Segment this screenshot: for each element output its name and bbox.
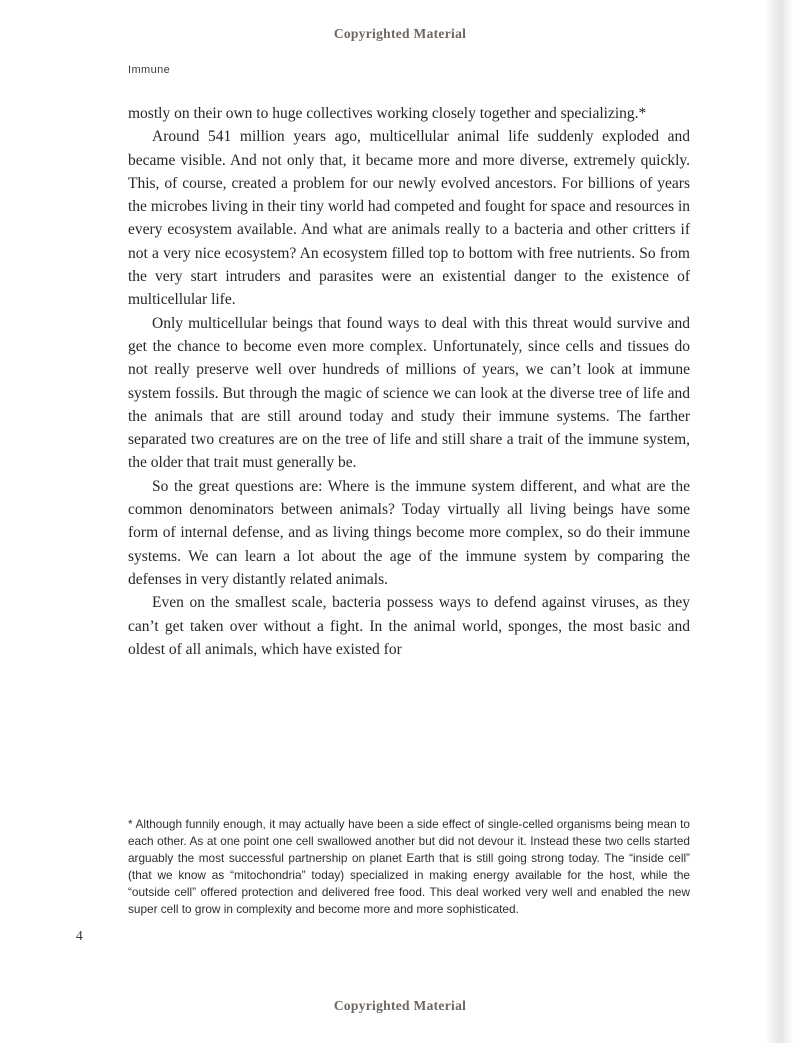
page-number: 4: [76, 928, 83, 943]
paragraph-continuation: mostly on their own to huge collectives working closely together and specializing.*: [128, 105, 647, 122]
paragraph: Even on the smallest scale, bacteria possess ways to defend against viruses, as they can’t get taken over without a fight. In the animal world, sponges, the most basic and oldest of all animals, which have existed for: [128, 594, 690, 658]
copyright-notice-top: Copyrighted Material: [333, 26, 467, 41]
copyright-notice-bottom: Copyrighted Material: [333, 998, 467, 1013]
page-edge-shadow: [764, 0, 794, 1043]
paragraph: So the great questions are: Where is the immune system different, and what are the common denominators between animals? Today virtually all living beings have some form of internal defense, and as living things become more complex, so do their immune systems. We can learn a lot about the age of the immune system by comparing the defenses in very distantly related animals.: [128, 477, 690, 588]
body-text: [128, 102, 690, 661]
running-header: Immune: [128, 64, 171, 76]
paragraph: Only multicellular beings that found ways to deal with this threat would survive and get the chance to become even more complex. Unfortunately, since cells and tissues do not really preserve well over hundreds of millions of years, we can’t look at immune system fossils. But through the magic of science we can look at the diverse tree of life and the animals that are still around today and study their immune systems. The farther separated two creatures are on the tree of life and still share a trait of the immune system, the older that trait must generally be.: [128, 314, 690, 472]
paragraph: Around 541 million years ago, multicellular animal life suddenly exploded and became visible. And not only that, it became more and more diverse, extremely quickly. This, of course, created a problem for our newly evolved ancestors. For billions of years the microbes living in their tiny world had competed and fought for space and resources in every ecosystem available. And what are animals really to a bacteria and other critters if not a very nice ecosystem? An ecosystem filled top to bottom with free nutrients. So from the very start intruders and parasites were an existential danger to the existence of multicellular life.: [128, 128, 690, 309]
footnote: * Although funnily enough, it may actually have been a side effect of single-celled organisms being mean to each other. As at one point one cell swallowed another but did not devour it. Instead these two cells started arguably the most successful partnership on planet Earth that is still going strong today. The “inside cell” (that we know as “mitochondria” today) specialized in making energy available for the host, while the “outside cell” offered protection and delivered free food. This deal worked very well and enabled the new super cell to grow in complexity and become more and more sophisticated.: [128, 817, 690, 916]
